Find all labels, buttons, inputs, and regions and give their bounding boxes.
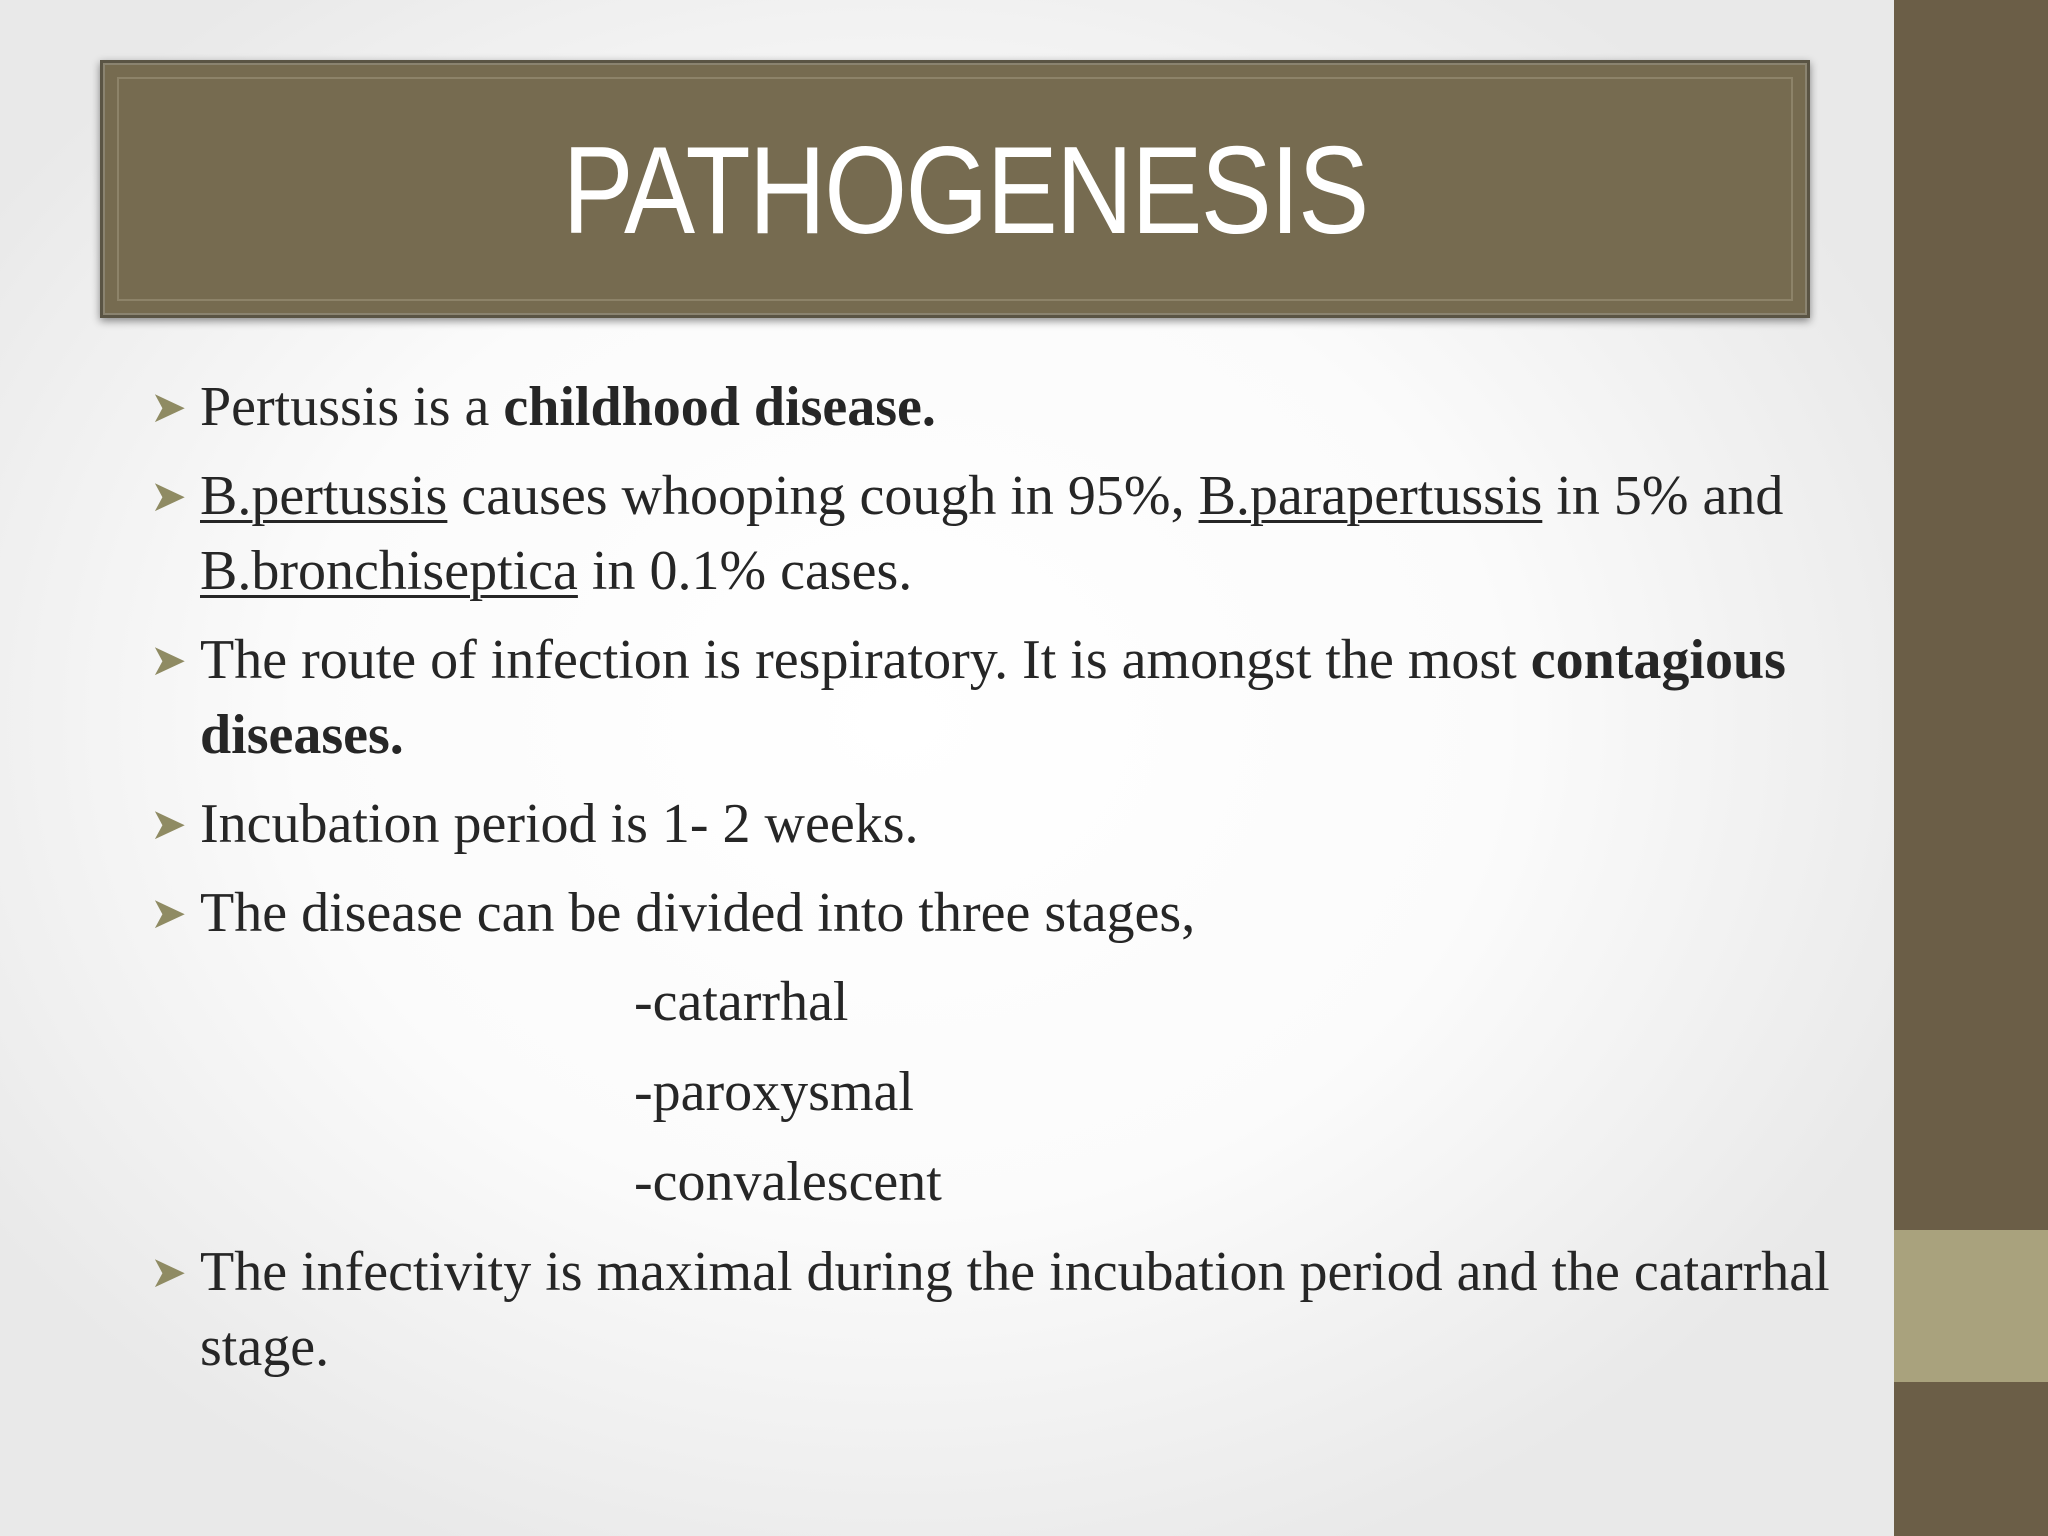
bullet-text: The disease can be divided into three stages, bbox=[200, 882, 1196, 944]
arrow-bullet-icon: ➤ bbox=[150, 382, 187, 433]
bullet-item bbox=[150, 370, 1850, 445]
bullet-item bbox=[150, 459, 1850, 609]
bullet-item bbox=[150, 1235, 1850, 1385]
stage-item-convalescent: -convalescent bbox=[634, 1151, 942, 1213]
slide-body bbox=[150, 370, 1850, 1399]
bullet-bold-text: childhood disease. bbox=[503, 376, 936, 438]
bullet-item bbox=[150, 876, 1850, 951]
arrow-bullet-icon: ➤ bbox=[150, 635, 187, 686]
bullet-text: Incubation period is 1- 2 weeks. bbox=[200, 793, 919, 855]
stage-item-paroxysmal: -paroxysmal bbox=[634, 1061, 914, 1123]
arrow-bullet-icon: ➤ bbox=[150, 1247, 187, 1298]
arrow-bullet-icon: ➤ bbox=[150, 888, 187, 939]
bullet-text: The route of infection is respiratory. It is amongst the most bbox=[200, 629, 1531, 691]
organism-link-parapertussis[interactable]: B.parapertussis bbox=[1198, 465, 1543, 527]
bullet-item bbox=[150, 623, 1850, 773]
organism-link-pertussis[interactable]: B.pertussis bbox=[200, 465, 448, 527]
bullet-text: in 0.1% cases. bbox=[577, 540, 913, 602]
organism-link-bronchiseptica[interactable]: B.bronchiseptica bbox=[200, 540, 578, 602]
arrow-bullet-icon: ➤ bbox=[150, 799, 187, 850]
bullet-bold-text: contagious diseases. bbox=[200, 629, 1786, 766]
bullet-text: causes whooping cough in 95%, bbox=[447, 465, 1199, 527]
bullet-text: The infectivity is maximal during the incubation period and the catarrhal stage. bbox=[200, 1241, 1830, 1378]
side-bar-accent-decoration bbox=[1894, 1230, 2048, 1382]
bullet-text: in 5% and bbox=[1542, 465, 1784, 527]
stage-item-catarrhal: -catarrhal bbox=[634, 971, 849, 1033]
title-banner bbox=[100, 60, 1810, 318]
bullet-text: Pertussis is a bbox=[200, 376, 504, 438]
bullet-item bbox=[150, 787, 1850, 862]
slide-title: PATHOGENESIS bbox=[562, 122, 1368, 260]
arrow-bullet-icon: ➤ bbox=[150, 471, 187, 522]
